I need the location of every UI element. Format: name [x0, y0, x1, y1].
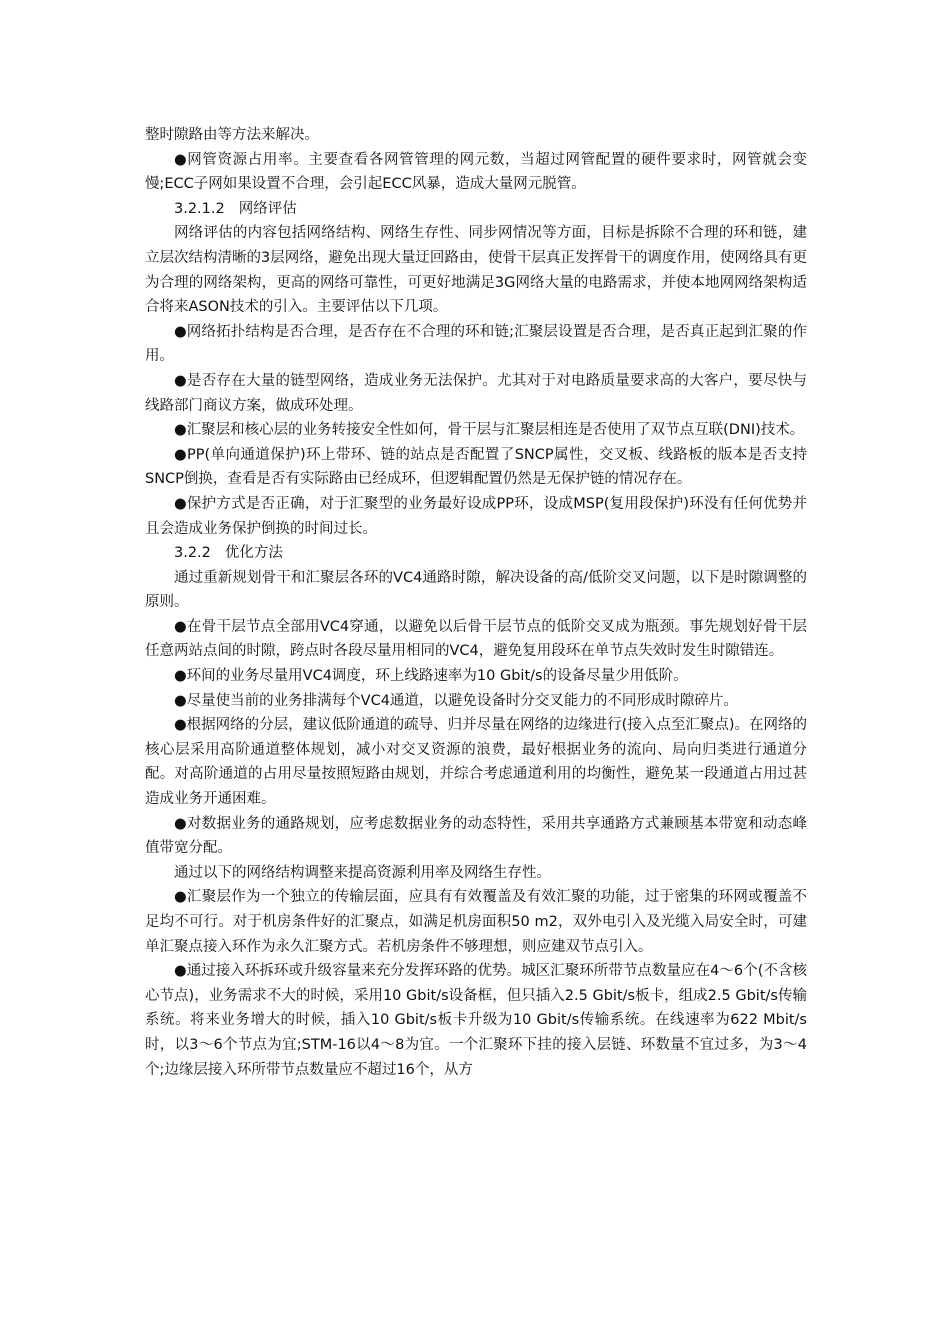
paragraph: ●网管资源占用率。主要查看各网管管理的网元数，当超过网管配置的硬件要求时，网管就会变慢;ECC子网如果设置不合理，会引起ECC风暴，造成大量网元脱管。: [145, 151, 807, 193]
section-heading: [145, 197, 807, 222]
paragraph: ●通过接入环拆环或升级容量来充分发挥环路的优势。城区汇聚环所带节点数量应在4～6个(不含核心节点)，业务需求不大的时候，采用10 Gbit/s设备框，但只插入2.5 Gbit/s板卡，组成2.5 Gbit/s传输系统。将来业务增大的时候，插入10 Gbit/s板卡升级为10 Gbit/s传输系统。在线速率为622 Mbit/s时，以3～6个节点为宜;STM-16以4～8为宜。一个汇聚环下挂的接入层链、环数量不宜过多，为3～4个;边缘层接入环所带节点数量应不超过16个，从方: [145, 963, 807, 1078]
section-heading: [145, 541, 807, 566]
section-title: 优化方法: [224, 545, 283, 562]
paragraph: ●对数据业务的通路规划，应考虑数据业务的动态特性，采用共享通路方式兼顾基本带宽和动态峰值带宽分配。: [145, 815, 807, 857]
section-number: 3.2.2: [174, 545, 211, 562]
section-number: 3.2.1.2: [174, 200, 225, 217]
paragraph: 通过以下的网络结构调整来提高资源利用率及网络生存性。: [174, 864, 551, 881]
paragraph: ●是否存在大量的链型网络，造成业务无法保护。尤其对于对电路质量要求高的大客户，要尽快与线路部门商议方案，做成环处理。: [145, 372, 807, 414]
paragraph: 通过重新规划骨干和汇聚层各环的VC4通路时隙，解决设备的高/低阶交叉问题，以下是时隙调整的原则。: [145, 569, 807, 611]
paragraph: ●汇聚层作为一个独立的传输层面，应具有有效覆盖及有效汇聚的功能，过于密集的环网或覆盖不足均不可行。对于机房条件好的汇聚点，如满足机房面积50 m2，双外电引入及光缆入局安全时，可建单汇聚点接入环作为永久汇聚方式。若机房条件不够理想，则应建双节点引入。: [145, 889, 807, 955]
section-title: 网络评估: [238, 200, 297, 217]
paragraph: ●环间的业务尽量用VC4调度，环上线路速率为10 Gbit/s的设备尽量少用低阶。: [174, 668, 688, 685]
document-page: [145, 123, 807, 1082]
paragraph: ●尽量使当前的业务排满每个VC4通道，以避免设备时分交叉能力的不同形成时隙碎片。: [174, 692, 738, 709]
paragraph: ●PP(单向通道保护)环上带环、链的站点是否配置了SNCP属性，交叉板、线路板的版本是否支持SNCP倒换，查看是否有实际路由已经成环，但逻辑配置仍然是无保护链的情况存在。: [145, 446, 807, 488]
paragraph: 整时隙路由等方法来解决。: [145, 127, 319, 143]
paragraph: ●汇聚层和核心层的业务转接安全性如何，骨干层与汇聚层相连是否使用了双节点互联(DNI)技术。: [174, 422, 805, 439]
paragraph: ●根据网络的分层，建议低阶通道的疏导、归并尽量在网络的边缘进行(接入点至汇聚点)。在网络的核心层采用高阶通道整体规划，减小对交叉资源的浪费，最好根据业务的流向、局向归类进行通道分配。对高阶通道的占用尽量按照短路由规划，并综合考虑通道利用的均衡性，避免某一段通道占用过甚造成业务开通困难。: [145, 717, 807, 808]
paragraph: 网络评估的内容包括网络结构、网络生存性、同步网情况等方面，目标是拆除不合理的环和链，建立层次结构清晰的3层网络，避免出现大量迂回路由，使骨干层真正发挥骨干的调度作用，使网络具有更为合理的网络架构，更高的网络可靠性，可更好地满足3G网络大量的电路需求，并使本地网网络架构适合将来ASON技术的引入。主要评估以下几项。: [145, 225, 807, 316]
paragraph: ●网络拓扑结构是否合理，是否存在不合理的环和链;汇聚层设置是否合理，是否真正起到汇聚的作用。: [145, 323, 807, 365]
paragraph: ●保护方式是否正确，对于汇聚型的业务最好设成PP环，设成MSP(复用段保护)环没有任何优势并且会造成业务保护倒换的时间过长。: [145, 495, 807, 537]
paragraph: ●在骨干层节点全部用VC4穿通，以避免以后骨干层节点的低阶交叉成为瓶颈。事先规划好骨干层任意两站点间的时隙，跨点时各段尽量用相同的VC4，避免复用段环在单节点失效时发生时隙错连。: [145, 618, 807, 660]
